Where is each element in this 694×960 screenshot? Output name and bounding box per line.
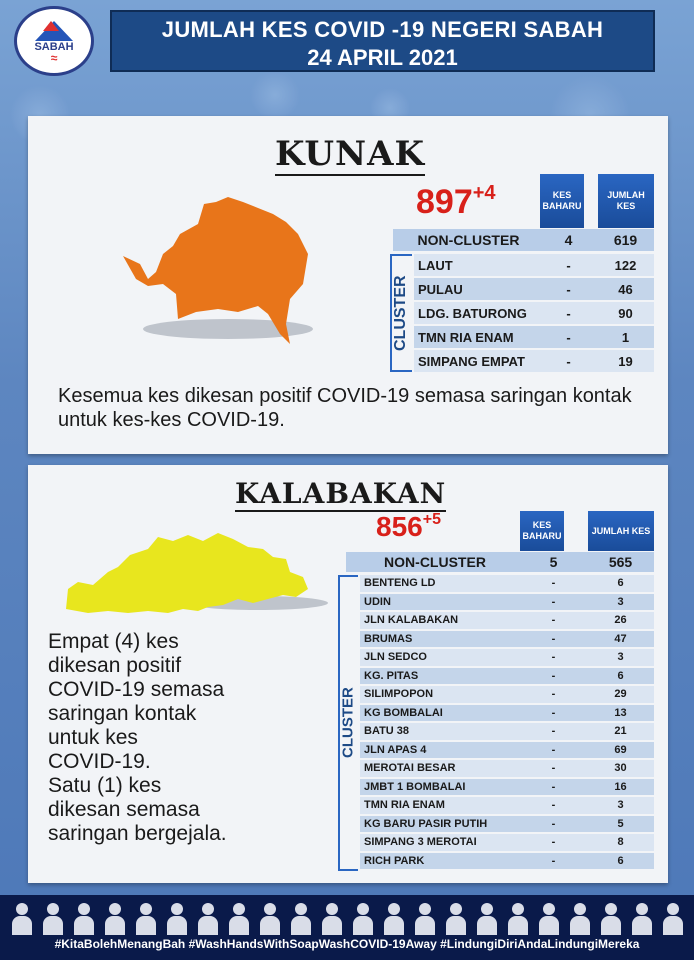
cluster-total: 13 [614,706,627,719]
person-icon [290,903,312,935]
title-date: 24 APRIL 2021 [307,45,458,70]
cluster-new: - [566,281,571,297]
cluster-name: KG. PITAS [364,669,419,682]
cluster-new: - [566,257,571,273]
kunak-panel [28,116,668,454]
cluster-new: - [551,799,556,812]
cluster-total: 122 [614,257,637,273]
cluster-name: JLN KALABAKAN [364,614,459,627]
person-icon [538,903,560,935]
person-icon [104,903,126,935]
person-icon [631,903,653,935]
cluster-name: SILIMPOPON [364,688,434,701]
person-icon [197,903,219,935]
cluster-total: 3 [617,651,624,664]
mountain-icon [31,19,77,41]
cluster-name: JLN APAS 4 [364,743,427,756]
cluster-row [414,302,654,324]
title-text: JUMLAH KES COVID -19 NEGERI SABAH [161,17,604,42]
cluster-total: 46 [618,281,633,297]
cluster-new: - [566,353,571,369]
cluster-row [360,686,654,703]
non-cluster-row [346,552,654,572]
person-icon [476,903,498,935]
cluster-row [414,278,654,300]
cluster-new: - [551,688,556,701]
cluster-new: - [551,836,556,849]
cluster-new: - [551,595,556,608]
cluster-row [414,350,654,372]
cluster-new: - [551,577,556,590]
row-label: NON-CLUSTER [384,554,486,570]
person-icon [414,903,436,935]
cluster-new: - [566,305,571,321]
new-cases: +5 [422,511,441,528]
district-name: KUNAK [275,134,425,174]
logo-swoosh-icon: ≈ [50,51,58,65]
row-new: 4 [564,232,573,248]
cluster-total: 19 [618,353,633,369]
cluster-name: TMN RIA ENAM [418,329,514,345]
sabah-logo [14,6,94,76]
cluster-row [360,853,654,870]
cluster-new: - [551,614,556,627]
cluster-total: 69 [614,743,627,756]
cluster-total: 5 [617,817,624,830]
footer-hashtags: #KitaBolehMenangBah #WashHandsWithSoapWashCOVID-19Away #LindungiDiriAndaLindungiMereka [54,937,640,951]
kalabakan-note [48,630,227,846]
cluster-name: LAUT [418,257,453,273]
non-cluster-row [393,229,654,251]
cluster-name: BENTENG LD [364,577,436,590]
person-icon [166,903,188,935]
cluster-total: 30 [614,762,627,775]
note-line: untuk kes [48,726,138,749]
cluster-name: MEROTAI BESAR [364,762,456,775]
new-cases: +4 [472,182,496,204]
person-icon [135,903,157,935]
cluster-new: - [551,817,556,830]
cluster-new: - [566,329,571,345]
cluster-row [360,760,654,777]
person-icon [600,903,622,935]
cluster-total: 8 [617,836,624,849]
page-title [110,10,655,72]
cluster-new: - [551,743,556,756]
cluster-total: 90 [618,305,633,321]
cluster-name: UDIN [364,595,391,608]
cluster-name: KG BARU PASIR PUTIH [364,817,488,830]
cluster-row [360,797,654,814]
cluster-name: RICH PARK [364,854,425,867]
kunak-map [118,194,318,354]
cluster-name: KG BOMBALAI [364,706,443,719]
person-icon [662,903,684,935]
district-name: KALABAKAN [235,477,447,510]
cluster-name: SIMPANG 3 MEROTAI [364,836,477,849]
cluster-new: - [551,725,556,738]
note-line: COVID-19 semasa [48,678,225,701]
row-new: 5 [549,554,558,570]
person-icon [259,903,281,935]
row-total: 619 [613,232,638,248]
col-header-total: JUMLAH KES [598,174,654,228]
total-cases [376,511,441,543]
cluster-row [360,612,654,629]
note-line: saringan kontak [48,702,197,725]
cluster-name: BATU 38 [364,725,410,738]
cluster-new: - [551,632,556,645]
row-total: 565 [608,554,633,570]
logo-text: SABAH [34,41,74,53]
cluster-row [414,326,654,348]
cluster-row [360,816,654,833]
cluster-total: 47 [614,632,627,645]
col-header-new: KES BAHARU [520,511,564,551]
cluster-new: - [551,669,556,682]
total-value: 897 [416,183,473,221]
cluster-name: BRUMAS [364,632,413,645]
person-icon [321,903,343,935]
cluster-name: TMN RIA ENAM [364,799,445,812]
cluster-name: SIMPANG EMPAT [418,353,525,369]
cluster-row [360,631,654,648]
footer-banner [0,895,694,960]
person-icon [11,903,33,935]
note-line: COVID-19. [48,750,151,773]
cluster-total: 16 [614,780,627,793]
person-icon [507,903,529,935]
cluster-row [360,705,654,722]
total-value: 856 [376,511,423,542]
person-icon [569,903,591,935]
cluster-row [414,254,654,276]
cluster-total: 6 [617,669,624,682]
cluster-row [360,834,654,851]
cluster-label: CLUSTER [339,687,357,759]
kalabakan-panel [28,465,668,883]
cluster-new: - [551,780,556,793]
cluster-total: 6 [617,854,624,867]
person-icon [383,903,405,935]
cluster-row [360,668,654,685]
virus-decoration [250,70,300,120]
note-line: dikesan semasa [48,798,200,821]
note-line: saringan bergejala. [48,822,227,845]
person-icon [42,903,64,935]
cluster-row [360,649,654,666]
cluster-total: 6 [617,577,624,590]
frontliner-figures [6,899,688,935]
cluster-total: 3 [617,595,624,608]
person-icon [228,903,250,935]
row-label: NON-CLUSTER [417,232,520,248]
cluster-row [360,742,654,759]
col-header-total: JUMLAH KES [588,511,654,551]
note-line: Empat (4) kes [48,630,179,653]
cluster-name: JMBT 1 BOMBALAI [364,780,466,793]
cluster-new: - [551,854,556,867]
kalabakan-map [58,527,328,623]
cluster-new: - [551,706,556,719]
kunak-note: Kesemua kes dikesan positif COVID-19 semasa saringan kontak untuk kes-kes COVID-19. [58,385,632,431]
cluster-row [360,779,654,796]
cluster-total: 1 [621,329,630,345]
cluster-row [360,575,654,592]
cluster-name: PULAU [418,281,463,297]
cluster-total: 26 [614,614,627,627]
cluster-name: JLN SEDCO [364,651,427,664]
cluster-row [360,723,654,740]
cluster-total: 3 [617,799,624,812]
cluster-label: CLUSTER [392,275,409,351]
cluster-name: LDG. BATURONG [418,305,527,321]
note-line: Satu (1) kes [48,774,162,797]
cluster-row [360,594,654,611]
col-header-new: KES BAHARU [540,174,584,228]
cluster-total: 29 [614,688,627,701]
cluster-total: 21 [614,725,627,738]
cluster-new: - [551,651,556,664]
person-icon [352,903,374,935]
note-line: dikesan positif [48,654,182,677]
cluster-new: - [551,762,556,775]
person-icon [445,903,467,935]
total-cases [416,182,496,222]
person-icon [73,903,95,935]
